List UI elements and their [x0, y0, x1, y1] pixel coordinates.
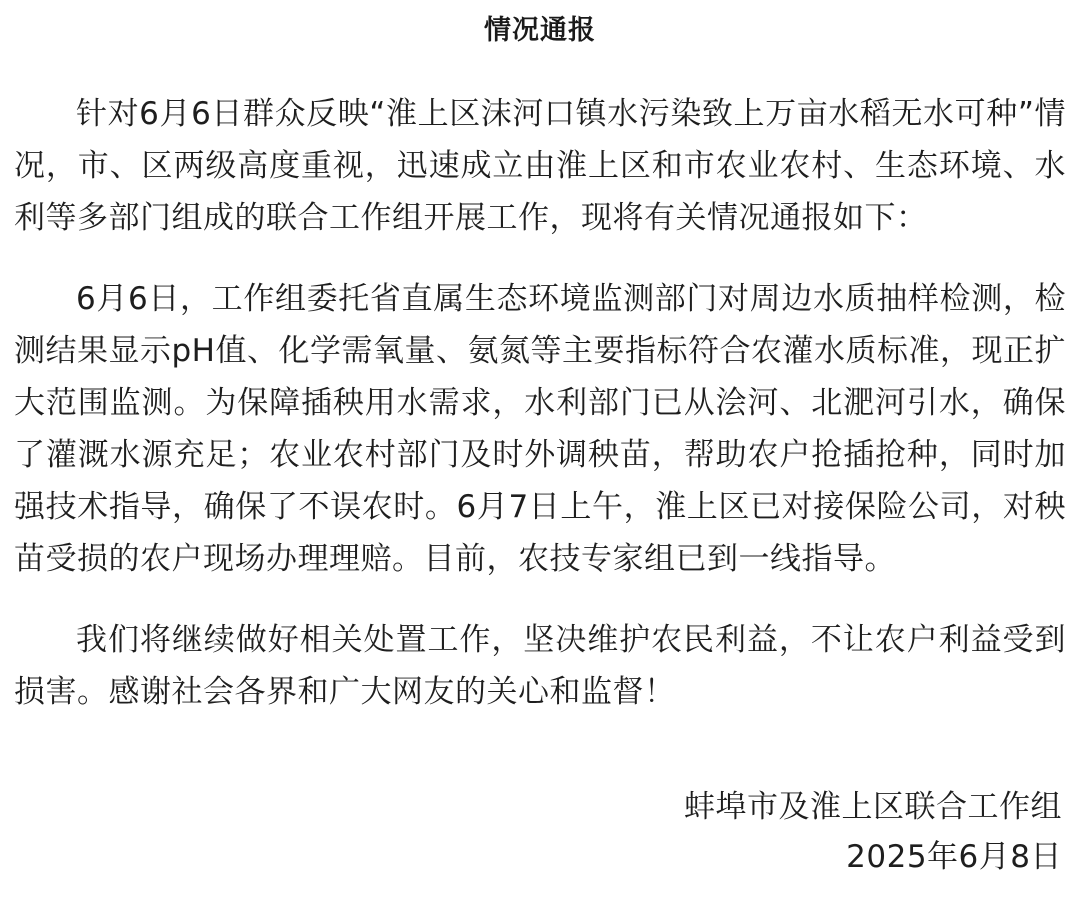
paragraph-measures: 6月6日，工作组委托省直属生态环境监测部门对周边水质抽样检测，检测结果显示pH值、化学需氧量、氨氮等主要指标符合农灌水质标准，现正扩大范围监测。为保障插秧用水需求，水利部门已从浍河、北淝河引水，确保了灌溉水源充足；农业农村部门及时外调秧苗，帮助农户抢插抢种，同时加强技术指导，确保了不误农时。6月7日上午，淮上区已对接保险公司，对秧苗受损的农户现场办理理赔。目前，农技专家组已到一线指导。 [14, 281, 1066, 577]
document-body [14, 88, 1066, 718]
paragraph-intro: 针对6月6日群众反映“淮上区沫河口镇水污染致上万亩水稻无水可种”情况，市、区两级高度重视，迅速成立由淮上区和市农业农村、生态环境、水利等多部门组成的联合工作组开展工作，现将有关情况通报如下： [14, 96, 1066, 236]
signature-organization: 蚌埠市及淮上区联合工作组 [684, 789, 1062, 825]
document-title: 情况通报 [484, 15, 596, 46]
signature-block [14, 782, 1066, 882]
paragraph-closing: 我们将继续做好相关处置工作，坚决维护农民利益，不让农户利益受到损害。感谢社会各界和广大网友的关心和监督！ [14, 622, 1066, 710]
signature-date: 2025年6月8日 [846, 839, 1062, 875]
